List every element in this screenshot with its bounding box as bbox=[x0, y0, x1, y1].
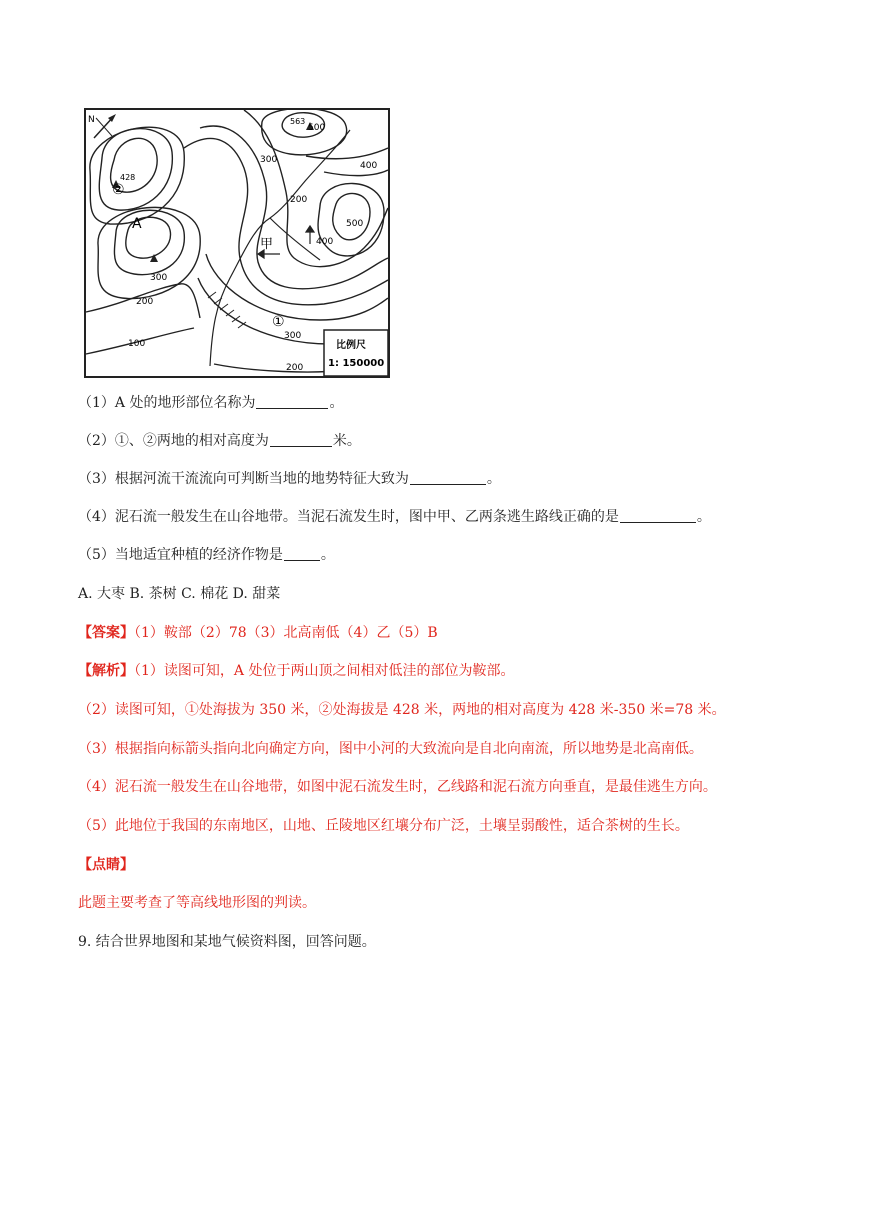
contour-label: 500 bbox=[308, 123, 326, 133]
answer-blank bbox=[284, 546, 320, 561]
answer-blank bbox=[620, 508, 696, 523]
analysis-line-5: （5）此地位于我国的东南地区，山地、丘陵地区红壤分布广泛，土壤呈弱酸性，适合茶树的生长。 bbox=[78, 818, 689, 834]
contour-label: 500 bbox=[346, 219, 364, 229]
north-label: N bbox=[88, 115, 95, 125]
contour-label: 200 bbox=[286, 363, 304, 373]
analysis-line-3: （3）根据指向标箭头指向北向确定方向，图中小河的大致流向是自北向南流，所以地势是北高南低。 bbox=[78, 741, 703, 757]
next-question: 9. 结合世界地图和某地气候资料图，回答问题。 bbox=[78, 934, 376, 950]
contour-label: 400 bbox=[316, 237, 334, 247]
point-a-label: A bbox=[132, 216, 142, 232]
question-2: （2）①、②两地的相对高度为 米。 bbox=[78, 433, 361, 449]
point-1-label: ① bbox=[272, 314, 285, 330]
contour-label: 200 bbox=[136, 297, 154, 307]
point-jia-label: 甲 bbox=[260, 237, 274, 252]
analysis-line-2: （2）读图可知，①处海拔为 350 米，②处海拔是 428 米，两地的相对高度为 428 米-350 米=78 米。 bbox=[78, 702, 726, 718]
answer-blank bbox=[270, 432, 332, 447]
answer-blank bbox=[410, 470, 486, 485]
question-4: （4）泥石流一般发生在山谷地带。当泥石流发生时，图中甲、乙两条逃生路线正确的是 。 bbox=[78, 509, 711, 525]
point-2-label: ② bbox=[112, 182, 125, 198]
contour-label: 200 bbox=[290, 195, 308, 205]
question-5: （5）当地适宜种植的经济作物是 。 bbox=[78, 547, 335, 563]
options: A. 大枣 B. 茶树 C. 棉花 D. 甜菜 bbox=[78, 586, 281, 602]
scale-title: 比例尺 bbox=[336, 340, 366, 351]
question-1: （1）A 处的地形部位名称为 。 bbox=[78, 395, 344, 411]
comment-tag: 【点睛】 bbox=[78, 857, 134, 873]
answer bbox=[78, 623, 438, 643]
contour-label: 100 bbox=[128, 339, 146, 349]
answer-blank bbox=[256, 394, 328, 409]
contour-label: 300 bbox=[260, 155, 278, 165]
answer-text: （1）鞍部（2）78（3）北高南低（4）乙（5）B bbox=[134, 625, 438, 641]
comment-text: 此题主要考查了等高线地形图的判读。 bbox=[78, 895, 316, 911]
scale-value: 1: 150000 bbox=[328, 358, 385, 369]
analysis-tag: 【解析】 bbox=[78, 663, 134, 679]
peak-563-label: 563 bbox=[290, 117, 306, 126]
analysis-line-1: 【解析】（1）读图可知，A 处位于两山顶之间相对低洼的部位为鞍部。 bbox=[78, 663, 515, 679]
contour-label: 300 bbox=[284, 331, 302, 341]
contour-map bbox=[84, 108, 390, 378]
analysis-line-4: （4）泥石流一般发生在山谷地带，如图中泥石流发生时，乙线路和泥石流方向垂直，是最佳逃生方向。 bbox=[78, 779, 717, 795]
question-3: （3）根据河流干流流向可判断当地的地势特征大致为 。 bbox=[78, 471, 501, 487]
answer-tag: 【答案】 bbox=[78, 625, 134, 641]
contour-label: 300 bbox=[150, 273, 168, 283]
peak-428-label: 428 bbox=[120, 173, 136, 182]
contour-label: 400 bbox=[360, 161, 378, 171]
